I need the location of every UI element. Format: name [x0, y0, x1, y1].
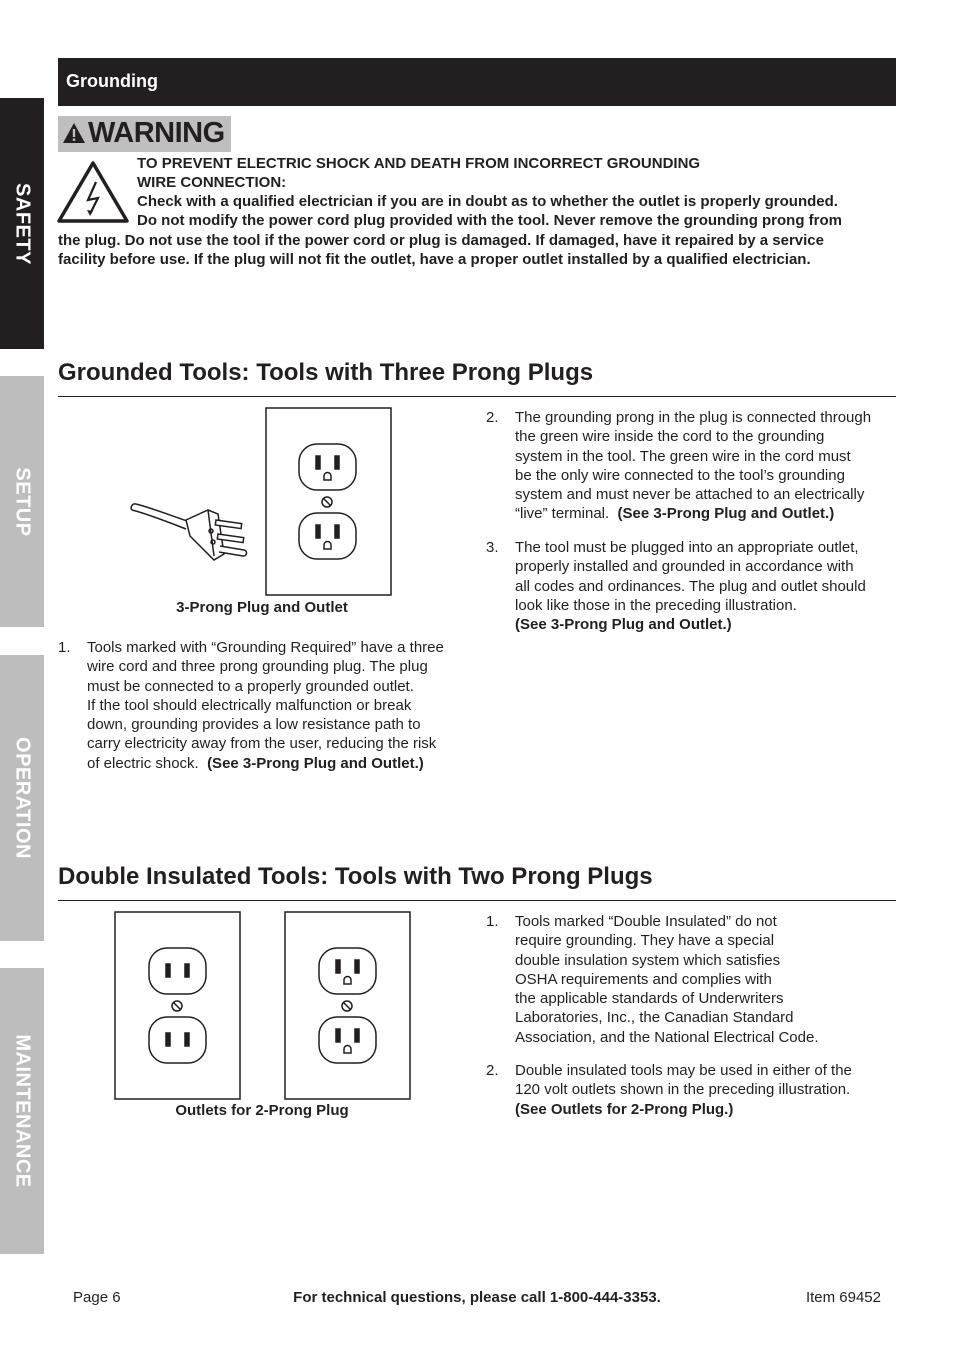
side-tab-label: SAFETY [11, 182, 34, 265]
grounded-tools-heading: Grounded Tools: Tools with Three Prong Plugs [58, 359, 594, 386]
double-insulated-heading: Double Insulated Tools: Tools with Two Prong Plugs [58, 863, 653, 890]
figure-reference: (See 3-Prong Plug and Outlet.) [515, 616, 732, 634]
list-line-text: “live” terminal. [515, 505, 610, 523]
side-tab-setup[interactable] [0, 376, 44, 627]
two-prong-figure-caption: Outlets for 2-Prong Plug [175, 1102, 349, 1119]
warning-text-line-4: Do not modify the power cord plug provided with the tool. Never remove the grounding prong from [137, 212, 843, 229]
three-slot-outlet-icon [285, 912, 410, 1099]
heading-rule [58, 900, 896, 901]
three-prong-figure-caption: 3-Prong Plug and Outlet [176, 599, 348, 616]
section-header-bar [58, 58, 896, 106]
figure-reference: (See 3-Prong Plug and Outlet.) [617, 505, 835, 523]
list-line: look like those in the preceding illustration. [515, 596, 797, 614]
side-tab-safety[interactable] [0, 98, 44, 349]
section-title: Grounding [66, 71, 158, 91]
list-line: system in the tool. The green wire in the cord must [515, 447, 851, 465]
warning-text-line-5: the plug. Do not use the tool if the power cord or plug is damaged. If damaged, have it repaired by a service [58, 232, 824, 249]
list-body [515, 538, 896, 634]
warning-text-line-2: WIRE CONNECTION: [137, 174, 287, 191]
two-slot-outlet-icon [115, 912, 240, 1099]
list-line: all codes and ordinances. The plug and outlet should [515, 577, 866, 595]
list-line: require grounding. They have a special [515, 932, 775, 950]
warning-text-line-3: Check with a qualified electrician if you are in doubt as to whether the outlet is properly grounded. [137, 193, 838, 210]
double-list-item-1 [486, 912, 896, 1052]
item-number: Item 69452 [805, 1289, 881, 1306]
figure-reference: (See 3-Prong Plug and Outlet.) [207, 754, 424, 772]
support-phone: For technical questions, please call 1-800-444-3353. [293, 1289, 661, 1306]
list-body [515, 1061, 896, 1119]
list-line: the applicable standards of Underwriters [515, 990, 784, 1008]
list-line [515, 504, 896, 523]
list-line: wire cord and three prong grounding plug. The plug [87, 658, 428, 676]
list-line: Tools marked with “Grounding Required” have a three [87, 639, 444, 656]
list-line-text: of electric shock. [87, 754, 199, 772]
list-number: 2. [486, 1062, 499, 1079]
side-tab-label: SETUP [11, 466, 34, 537]
figure-reference: (See Outlets for 2-Prong Plug.) [515, 1100, 734, 1118]
list-body [87, 638, 478, 773]
warning-text-line-1: TO PREVENT ELECTRIC SHOCK AND DEATH FROM INCORRECT GROUNDING [137, 155, 701, 172]
list-line: The tool must be plugged into an appropriate outlet, [515, 539, 859, 556]
list-line: Double insulated tools may be used in either of the [515, 1062, 852, 1079]
heading-rule [58, 396, 896, 397]
list-line: be the only wire connected to the tool’s grounding [515, 466, 845, 484]
list-number: 1. [486, 913, 499, 930]
list-line: Association, and the National Electrical Code. [515, 1028, 819, 1046]
list-line [87, 754, 478, 773]
double-list-item-2 [486, 1061, 896, 1121]
list-number: 1. [58, 639, 71, 656]
list-line: 120 volt outlets shown in the preceding illustration. [515, 1081, 851, 1099]
list-line: must be connected to a properly grounded outlet. [87, 677, 414, 695]
list-line: down, grounding provides a low resistance path to [87, 716, 421, 734]
list-line: the green wire inside the cord to the grounding [515, 428, 825, 446]
list-number: 2. [486, 409, 499, 426]
list-line: properly installed and grounded in accordance with [515, 558, 854, 576]
list-line: Laboratories, Inc., the Canadian Standard [515, 1009, 794, 1027]
warning-badge [58, 116, 231, 152]
warning-text-line-6: facility before use. If the plug will not fit the outlet, have a proper outlet installed by a qualified electrician. [58, 251, 811, 268]
two-prong-outlets-illustration [114, 910, 412, 1102]
side-tab-label: MAINTENANCE [11, 1034, 34, 1188]
grounded-list-item-1 [58, 638, 478, 778]
list-number: 3. [486, 539, 499, 556]
list-line: carry electricity away from the user, reducing the risk [87, 735, 437, 753]
list-line: The grounding prong in the plug is connected through [515, 409, 872, 426]
three-prong-plug-outlet-illustration [128, 406, 394, 598]
electric-shock-triangle-icon [56, 160, 130, 224]
list-line: Tools marked “Double Insulated” do not [515, 913, 777, 930]
list-line: system and must never be attached to an electrically [515, 486, 865, 504]
list-line: If the tool should electrically malfunction or break [87, 696, 412, 714]
side-tab-maintenance[interactable] [0, 968, 44, 1254]
side-tab-label: OPERATION [11, 737, 34, 859]
list-body [515, 408, 896, 524]
list-line: double insulation system which satisfies [515, 951, 781, 969]
grounded-list-item-3 [486, 538, 896, 638]
warning-triangle-icon [62, 122, 86, 144]
list-body [515, 912, 896, 1047]
page-number: Page 6 [73, 1289, 121, 1306]
grounded-list-item-2 [486, 408, 896, 528]
grounded-outlet-icon [266, 408, 391, 595]
warning-label: WARNING [88, 117, 225, 149]
list-line: OSHA requirements and complies with [515, 970, 772, 988]
three-prong-plug-icon [131, 504, 246, 560]
side-tab-operation[interactable] [0, 655, 44, 941]
